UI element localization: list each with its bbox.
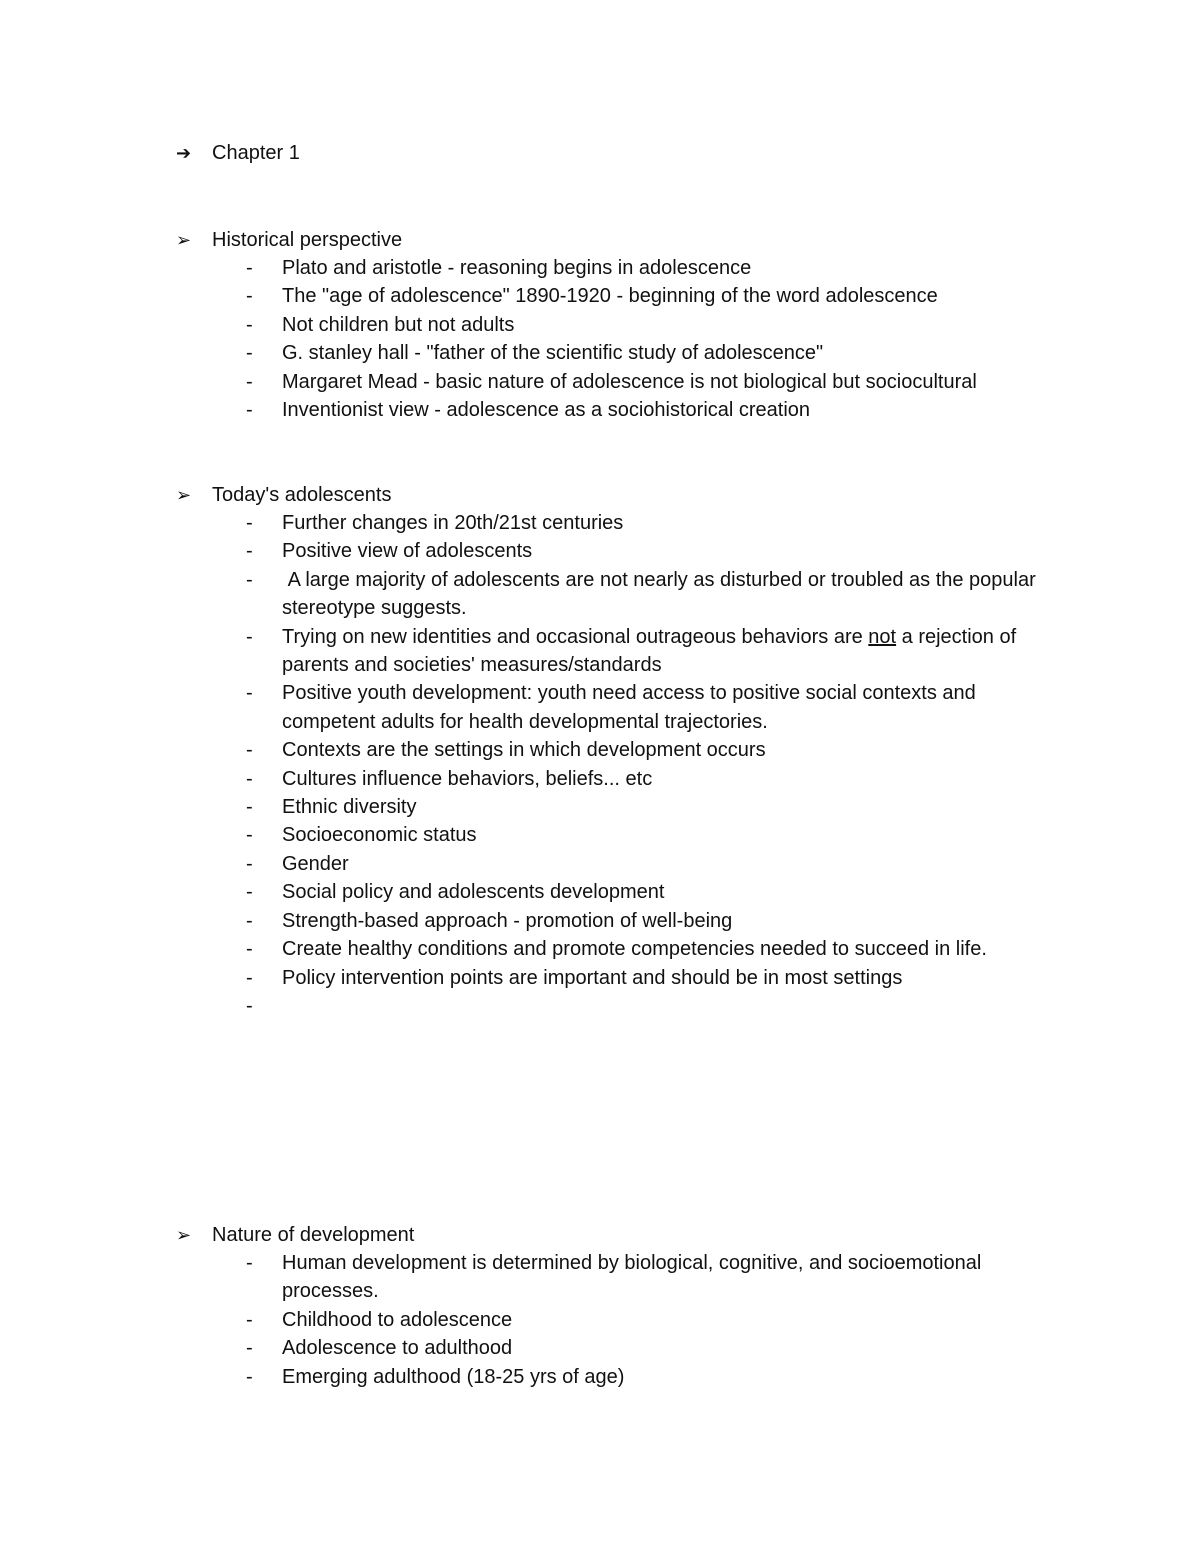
dash-bullet: -	[246, 285, 253, 308]
dash-bullet: -	[246, 852, 253, 875]
dash-bullet: -	[246, 909, 253, 932]
list-item	[246, 992, 1066, 1020]
arrowhead-bullet-icon: ➢	[176, 230, 192, 250]
dash-bullet: -	[246, 342, 253, 365]
dash-bullet: -	[246, 512, 253, 534]
list-item: - Ethnic diversity	[246, 793, 1066, 821]
dash-bullet: -	[246, 682, 253, 705]
section-title: Nature of development	[212, 1224, 415, 1246]
dash-bullet: -	[246, 399, 253, 422]
list-item: - Social policy and adolescents development	[246, 878, 1066, 906]
list-item: - Plato and aristotle - reasoning begins in adolescence	[246, 254, 1066, 282]
list-item: - A large majority of adolescents are not nearly as disturbed or troubled as the popular stereotype suggests.	[246, 566, 1066, 623]
list-item: - Policy intervention points are important and should be in most settings	[246, 964, 1066, 992]
list-item: - G. stanley hall - "father of the scientific study of adolescence"	[246, 339, 1066, 367]
list-item: - Childhood to adolescence	[246, 1306, 1066, 1334]
dash-bullet: -	[246, 568, 253, 591]
dash-bullet: -	[246, 540, 253, 563]
list-item: - Strength-based approach - promotion of well-being	[246, 907, 1066, 935]
arrowhead-bullet-icon: ➢	[176, 1225, 192, 1245]
dash-bullet: -	[246, 370, 253, 393]
section-list-nature	[246, 1249, 1066, 1391]
list-item: - Further changes in 20th/21st centuries	[246, 509, 1066, 537]
dash-bullet: -	[246, 994, 253, 1017]
section-list-historical	[246, 254, 1066, 424]
section-list-todays	[246, 509, 1066, 1020]
list-item: - Trying on new identities and occasional outrageous behaviors are not a rejection of parents and societies' measures/standards	[246, 623, 1066, 680]
dash-bullet: -	[246, 881, 253, 904]
list-item: - Inventionist view - adolescence as a sociohistorical creation	[246, 396, 1066, 424]
list-item: - Emerging adulthood (18-25 yrs of age)	[246, 1363, 1066, 1391]
dash-bullet: -	[246, 1337, 253, 1360]
dash-bullet: -	[246, 966, 253, 989]
arrowhead-bullet-icon: ➢	[176, 485, 192, 505]
list-item: - Socioeconomic status	[246, 821, 1066, 849]
list-item: - Positive youth development: youth need access to positive social contexts and competent adults for health developmental trajectories.	[246, 679, 1066, 736]
dash-bullet: -	[246, 824, 253, 847]
dash-bullet: -	[246, 1365, 253, 1388]
dash-bullet: -	[246, 625, 253, 648]
arrow-bullet-icon: ➔	[176, 143, 192, 163]
dash-bullet: -	[246, 1308, 253, 1331]
section-title: Today's adolescents	[212, 484, 392, 506]
dash-bullet: -	[246, 313, 253, 336]
chapter-title: Chapter 1	[212, 142, 300, 164]
list-item: - Human development is determined by biological, cognitive, and socioemotional processes.	[246, 1249, 1066, 1306]
dash-bullet: -	[246, 767, 253, 790]
underlined-word: not	[868, 625, 897, 648]
list-item: - Margaret Mead - basic nature of adolescence is not biological but sociocultural	[246, 368, 1066, 396]
list-item: - Create healthy conditions and promote competencies needed to succeed in life.	[246, 935, 1066, 963]
list-item: - Adolescence to adulthood	[246, 1334, 1066, 1362]
dash-bullet: -	[246, 938, 253, 961]
list-item: - Positive view of adolescents	[246, 537, 1066, 565]
dash-bullet: -	[246, 1252, 253, 1274]
list-item: - The "age of adolescence" 1890-1920 - beginning of the word adolescence	[246, 282, 1066, 310]
dash-bullet: -	[246, 739, 253, 762]
list-item: - Cultures influence behaviors, beliefs... etc	[246, 765, 1066, 793]
dash-bullet: -	[246, 796, 253, 819]
list-item: - Gender	[246, 850, 1066, 878]
section-title: Historical perspective	[212, 229, 403, 251]
list-item: - Contexts are the settings in which development occurs	[246, 736, 1066, 764]
dash-bullet: -	[246, 257, 253, 279]
list-item: - Not children but not adults	[246, 311, 1066, 339]
